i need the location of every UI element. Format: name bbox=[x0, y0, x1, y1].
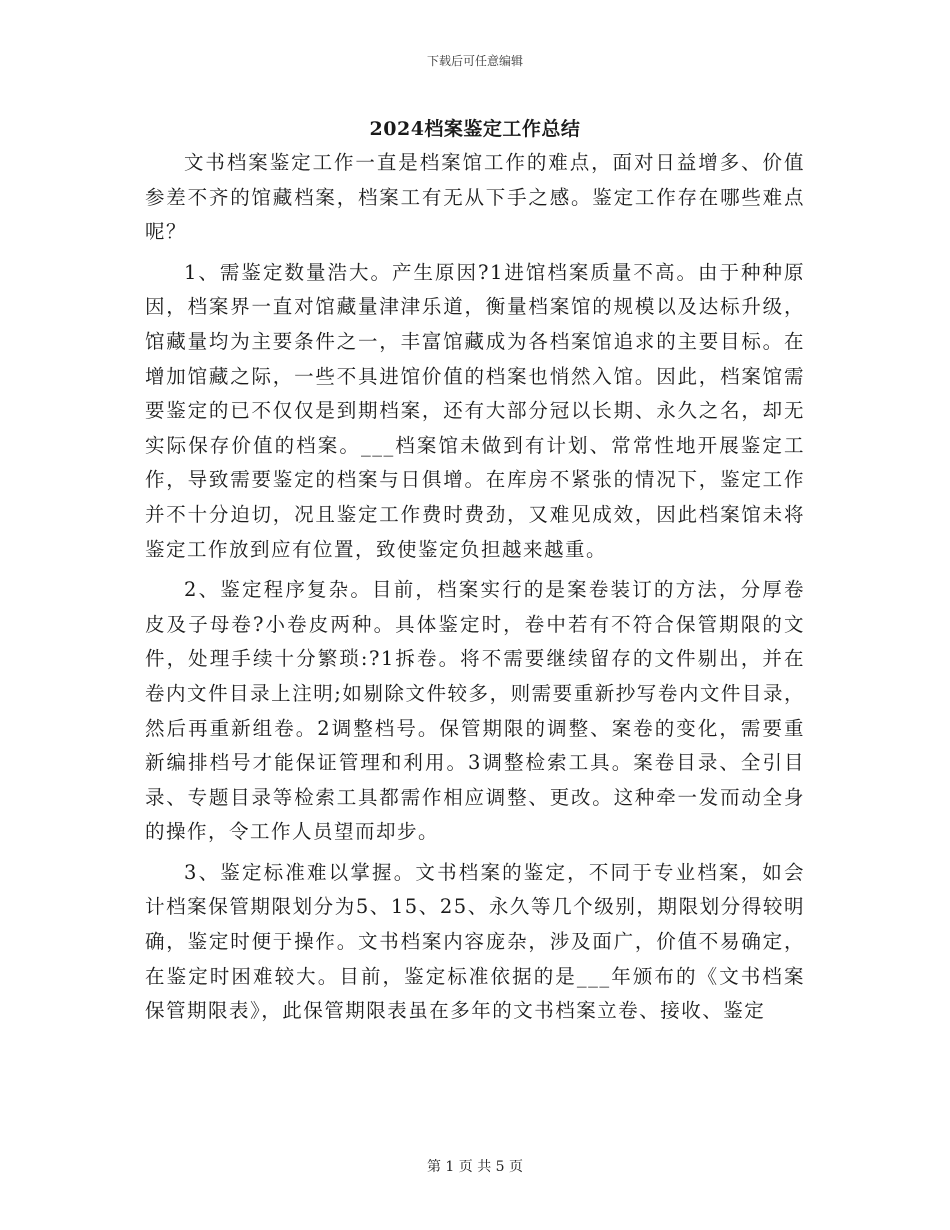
download-note: 下载后可任意编辑 bbox=[426, 54, 523, 68]
paragraph-point-3: 3、鉴定标准难以掌握。文书档案的鉴定，不同于专业档案，如会计档案保管期限划分为5、15、25、永久等几个级别，期限划分得较明确，鉴定时便于操作。文书档案内容庞杂，涉及面广，价值不易确定，在鉴定时困难较大。目前，鉴定标准依据的是___年颁布的《文书档案保管期限表》，此保管期限表虽在多年的文书档案立卷、接收、鉴定 bbox=[145, 860, 805, 1023]
page-number: 第 1 页 共 5 页 bbox=[426, 1159, 524, 1175]
paragraph-intro: 文书档案鉴定工作一直是档案馆工作的难点，面对日益增多、价值参差不齐的馆藏档案，档案工有无从下手之感。鉴定工作存在哪些难点呢？ bbox=[145, 151, 805, 244]
document-body bbox=[145, 146, 805, 1035]
paragraph-point-2: 2、鉴定程序复杂。目前，档案实行的是案卷装订的方法，分厚卷皮及子母卷?小卷皮两种。具体鉴定时，卷中若有不符合保管期限的文件，处理手续十分繁琐:?1拆卷。将不需要继续留存的文件剔出，并在卷内文件目录上注明;如剔除文件较多，则需要重新抄写卷内文件目录，然后再重新组卷。2调整档号。保管期限的调整、案卷的变化，需要重新编排档号才能保证管理和利用。3调整检索工具。案卷目录、全引目录、专题目录等检索工具都需作相应调整、更改。这种牵一发而动全身的操作，令工作人员望而却步。 bbox=[145, 578, 805, 844]
document-title: 2024档案鉴定工作总结 bbox=[369, 118, 581, 140]
paragraph-point-1: 1、需鉴定数量浩大。产生原因?1进馆档案质量不高。由于种种原因，档案界一直对馆藏量津津乐道，衡量档案馆的规模以及达标升级，馆藏量均为主要条件之一，丰富馆藏成为各档案馆追求的主要目标。在增加馆藏之际，一些不具进馆价值的档案也悄然入馆。因此，档案馆需要鉴定的已不仅仅是到期档案，还有大部分冠以长期、永久之名，却无实际保存价值的档案。___档案馆未做到有计划、常常性地开展鉴定工作，导致需要鉴定的档案与日俱增。在库房不紧张的情况下，鉴定工作并不十分迫切，况且鉴定工作费时费劲，又难见成效，因此档案馆未将鉴定工作放到应有位置，致使鉴定负担越来越重。 bbox=[145, 260, 805, 561]
